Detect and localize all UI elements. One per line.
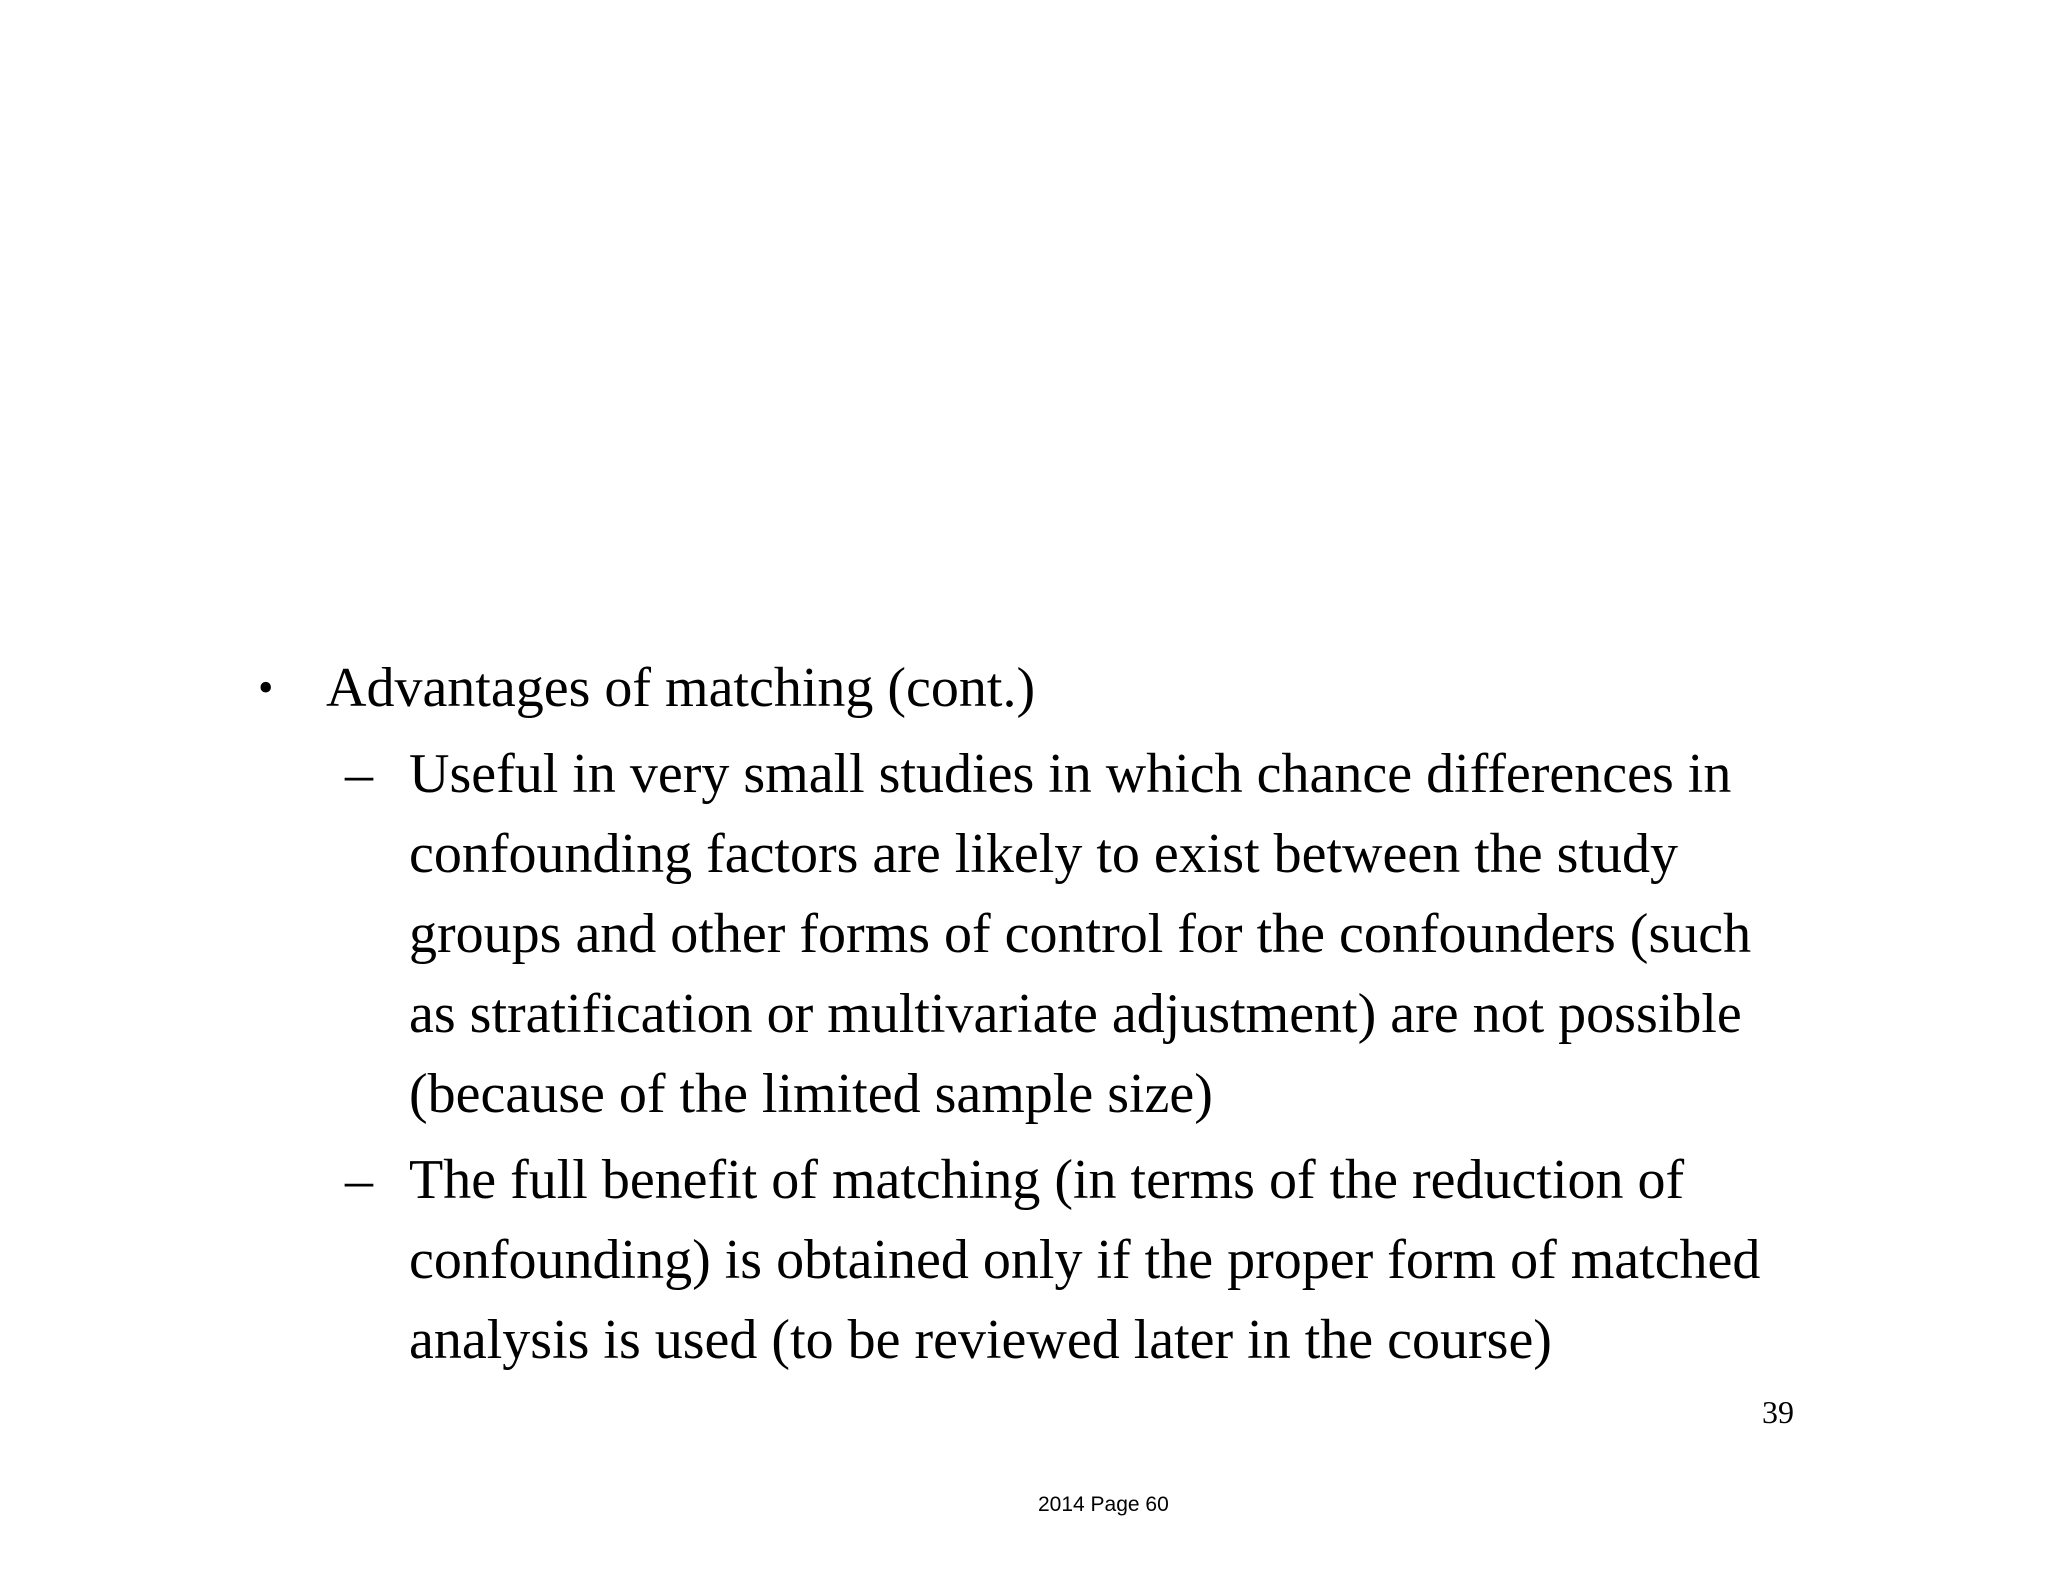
sub-bullet-item [345, 1140, 1809, 1380]
sub-bullet-list [326, 734, 1818, 1380]
page-footer: 2014 Page 60 [1038, 1493, 1169, 1516]
bullet-marker: • [258, 663, 274, 712]
bullet-list [258, 648, 1818, 1380]
dash-marker: – [345, 1149, 373, 1211]
bullet-text: Advantages of matching (cont.) [326, 657, 1036, 719]
bullet-item [258, 648, 1818, 1380]
sub-bullet-item [345, 734, 1809, 1134]
slide-number: 39 [1762, 1394, 1794, 1430]
sub-bullet-text: Useful in very small studies in which chance differences in confounding factors are likely to exist between the study groups and other forms of control for the confounders (such as stratification or multivariate adjustment) are not possible (because of the limited sample size) [409, 743, 1752, 1125]
sub-bullet-text: The full benefit of matching (in terms of the reduction of confounding) is obtained only if the proper form of matched analysis is used (to be reviewed later in the course) [409, 1149, 1761, 1371]
dash-marker: – [345, 743, 373, 805]
